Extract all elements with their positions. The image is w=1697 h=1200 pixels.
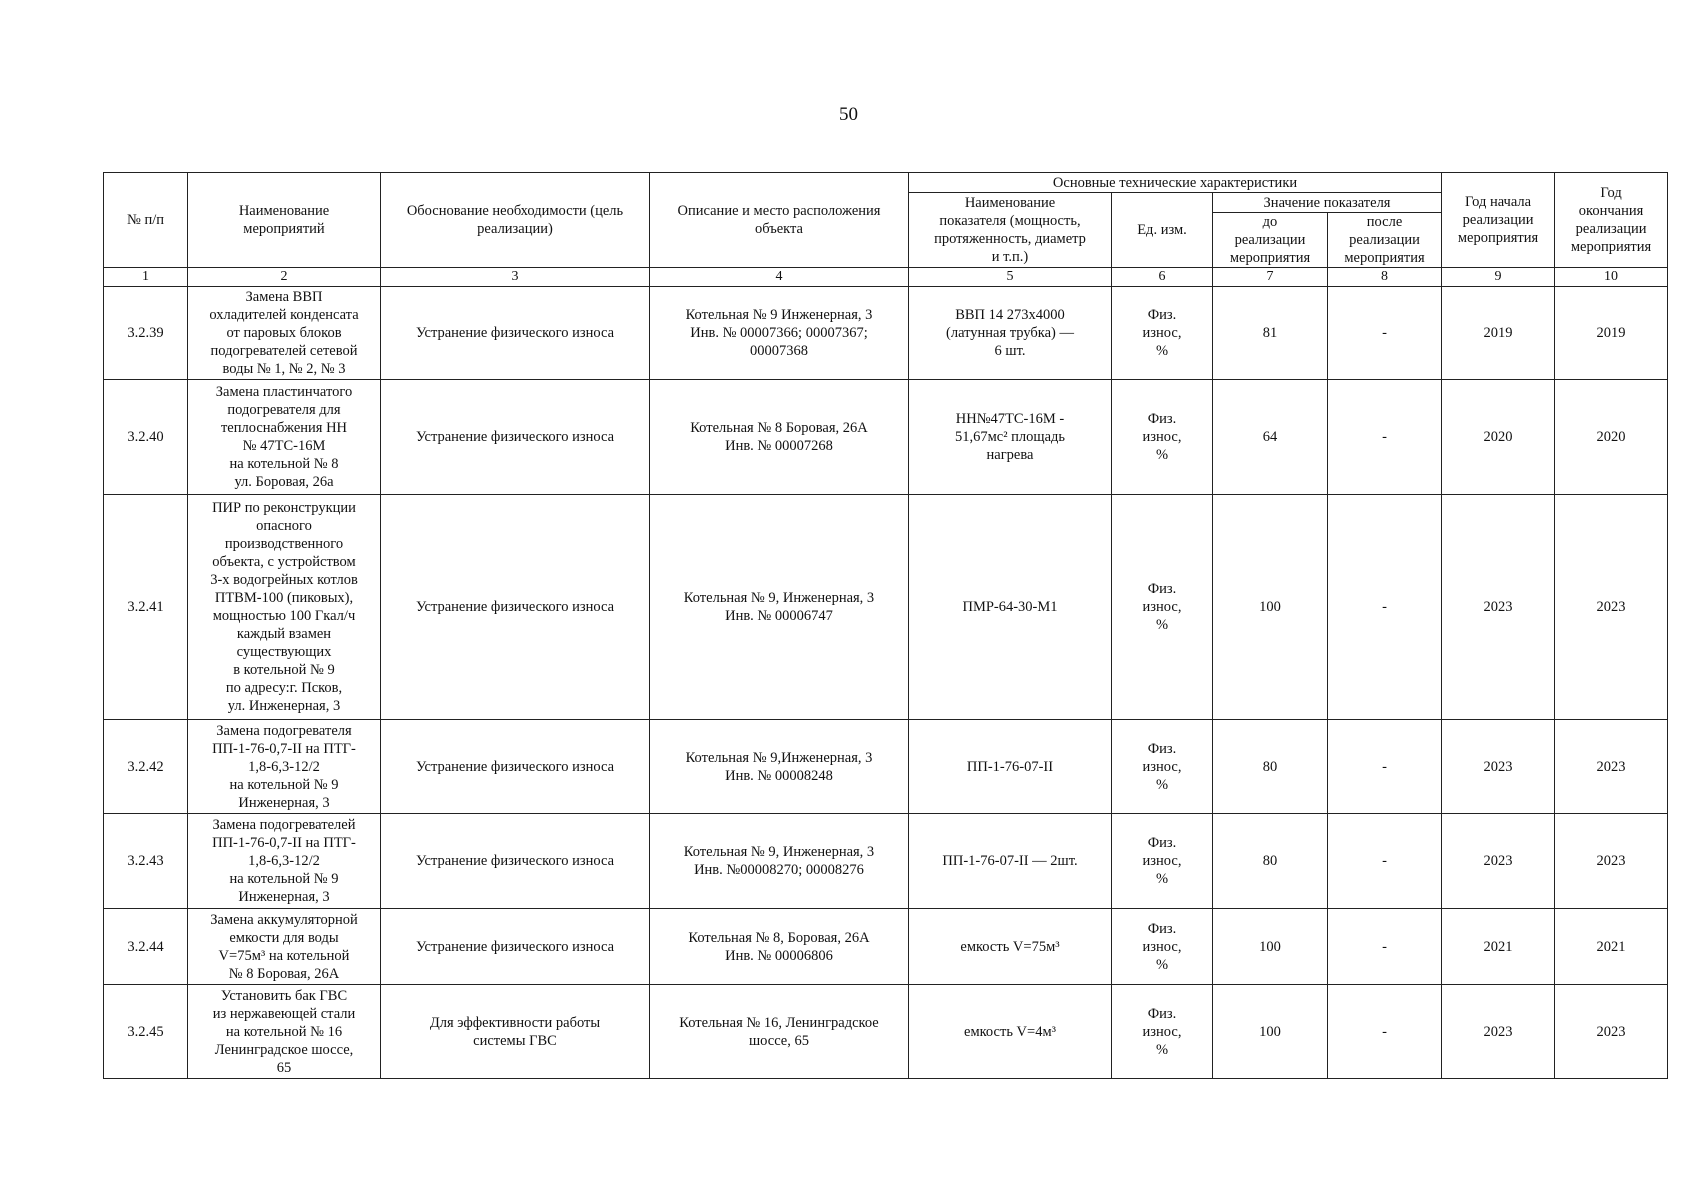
cell-reason: Устранение физического износа (381, 814, 650, 909)
table-row (104, 720, 1668, 814)
header-unit: Ед. изм. (1112, 193, 1213, 268)
cell-year-end: 2019 (1555, 287, 1668, 380)
cell-name: Замена пластинчатого подогревателя для теплоснабжения НН № 47ТС-16М на котельной № 8 ул. Боровая, 26а (188, 380, 381, 495)
cell-indicator: ПМР-64-30-М1 (909, 495, 1112, 720)
cell-after: - (1328, 985, 1442, 1079)
cell-year-start: 2021 (1442, 909, 1555, 985)
cell-year-end: 2023 (1555, 495, 1668, 720)
cell-before: 100 (1213, 495, 1328, 720)
cell-before: 81 (1213, 287, 1328, 380)
cell-year-start: 2023 (1442, 814, 1555, 909)
cell-indicator: ПП-1-76-07-II (909, 720, 1112, 814)
cell-reason: Для эффективности работы системы ГВС (381, 985, 650, 1079)
cell-unit: Физ. износ, % (1112, 495, 1213, 720)
cell-reason: Устранение физического износа (381, 720, 650, 814)
cell-year-end: 2023 (1555, 985, 1668, 1079)
header-tech-group: Основные технические характеристики (909, 173, 1442, 193)
table-row (104, 495, 1668, 720)
cell-indicator: ВВП 14 273х4000 (латунная трубка) — 6 шт. (909, 287, 1112, 380)
cell-description: Котельная № 8, Боровая, 26А Инв. № 00006806 (650, 909, 909, 985)
measures-table (103, 172, 1668, 1079)
cell-reason: Устранение физического износа (381, 909, 650, 985)
cell-unit: Физ. износ, % (1112, 909, 1213, 985)
cell-name: ПИР по реконструкции опасного производственного объекта, с устройством 3-х водогрейных котлов ПТВМ-100 (пиковых), мощностью 100 Гкал/ч каждый взамен существующих в котельной № 9 по адресу:г. Псков, ул. Инженерная, 3 (188, 495, 381, 720)
cell-indicator: ПП-1-76-07-II — 2шт. (909, 814, 1112, 909)
cell-description: Котельная № 9, Инженерная, 3 Инв. № 00006747 (650, 495, 909, 720)
table-row (104, 985, 1668, 1079)
header-num: № п/п (104, 173, 188, 268)
table-row (104, 909, 1668, 985)
cell-after: - (1328, 814, 1442, 909)
cell-reason: Устранение физического износа (381, 287, 650, 380)
header-description: Описание и место расположения объекта (650, 173, 909, 268)
cell-indicator: НН№47ТС-16М - 51,67мс² площадь нагрева (909, 380, 1112, 495)
cell-description: Котельная № 9, Инженерная, 3 Инв. №00008270; 00008276 (650, 814, 909, 909)
cell-description: Котельная № 9 Инженерная, 3 Инв. № 00007366; 00007367; 00007368 (650, 287, 909, 380)
header-after: после реализации мероприятия (1328, 213, 1442, 268)
cell-reason: Устранение физического износа (381, 495, 650, 720)
table-row (104, 814, 1668, 909)
cell-year-end: 2023 (1555, 720, 1668, 814)
header-value-group: Значение показателя (1213, 193, 1442, 213)
cell-year-start: 2023 (1442, 985, 1555, 1079)
cell-year-end: 2020 (1555, 380, 1668, 495)
cell-name: Замена подогревателей ПП-1-76-0,7-II на ПТГ- 1,8-6,3-12/2 на котельной № 9 Инженерная, 3 (188, 814, 381, 909)
column-numbers-row (104, 268, 1668, 287)
cell-num: 3.2.42 (104, 720, 188, 814)
cell-unit: Физ. износ, % (1112, 985, 1213, 1079)
column-number: 4 (650, 268, 909, 287)
cell-name: Замена подогревателя ПП-1-76-0,7-II на ПТГ- 1,8-6,3-12/2 на котельной № 9 Инженерная, 3 (188, 720, 381, 814)
cell-unit: Физ. износ, % (1112, 814, 1213, 909)
column-number: 9 (1442, 268, 1555, 287)
cell-year-end: 2023 (1555, 814, 1668, 909)
cell-name: Установить бак ГВС из нержавеющей стали на котельной № 16 Ленинградское шоссе, 65 (188, 985, 381, 1079)
header-reason: Обоснование необходимости (цель реализации) (381, 173, 650, 268)
cell-after: - (1328, 909, 1442, 985)
cell-after: - (1328, 380, 1442, 495)
cell-year-start: 2019 (1442, 287, 1555, 380)
cell-before: 100 (1213, 985, 1328, 1079)
cell-num: 3.2.39 (104, 287, 188, 380)
cell-description: Котельная № 9,Инженерная, 3 Инв. № 00008248 (650, 720, 909, 814)
table-row (104, 380, 1668, 495)
cell-num: 3.2.44 (104, 909, 188, 985)
column-number: 6 (1112, 268, 1213, 287)
cell-year-end: 2021 (1555, 909, 1668, 985)
column-number: 3 (381, 268, 650, 287)
header-before: до реализации мероприятия (1213, 213, 1328, 268)
cell-name: Замена ВВП охладителей конденсата от паровых блоков подогревателей сетевой воды № 1, № 2, № 3 (188, 287, 381, 380)
column-number: 1 (104, 268, 188, 287)
cell-reason: Устранение физического износа (381, 380, 650, 495)
cell-after: - (1328, 720, 1442, 814)
header-year-end: Год окончания реализации мероприятия (1555, 173, 1668, 268)
page-number: 50 (839, 104, 858, 125)
header-indicator-name: Наименование показателя (мощность, протяженность, диаметр и т.п.) (909, 193, 1112, 268)
cell-name: Замена аккумуляторной емкости для воды V=75м³ на котельной № 8 Боровая, 26А (188, 909, 381, 985)
cell-unit: Физ. износ, % (1112, 380, 1213, 495)
cell-num: 3.2.45 (104, 985, 188, 1079)
cell-year-start: 2023 (1442, 720, 1555, 814)
table-row (104, 287, 1668, 380)
column-number: 8 (1328, 268, 1442, 287)
cell-year-start: 2020 (1442, 380, 1555, 495)
column-number: 5 (909, 268, 1112, 287)
cell-description: Котельная № 8 Боровая, 26А Инв. № 00007268 (650, 380, 909, 495)
cell-num: 3.2.40 (104, 380, 188, 495)
cell-description: Котельная № 16, Ленинградское шоссе, 65 (650, 985, 909, 1079)
cell-before: 80 (1213, 720, 1328, 814)
cell-num: 3.2.41 (104, 495, 188, 720)
cell-before: 80 (1213, 814, 1328, 909)
header-year-start: Год начала реализации мероприятия (1442, 173, 1555, 268)
cell-indicator: емкость V=75м³ (909, 909, 1112, 985)
cell-after: - (1328, 495, 1442, 720)
column-number: 7 (1213, 268, 1328, 287)
cell-before: 100 (1213, 909, 1328, 985)
cell-year-start: 2023 (1442, 495, 1555, 720)
cell-num: 3.2.43 (104, 814, 188, 909)
cell-before: 64 (1213, 380, 1328, 495)
header-name: Наименование мероприятий (188, 173, 381, 268)
column-number: 2 (188, 268, 381, 287)
header-row-1 (104, 173, 1668, 193)
column-number: 10 (1555, 268, 1668, 287)
cell-after: - (1328, 287, 1442, 380)
cell-unit: Физ. износ, % (1112, 720, 1213, 814)
cell-unit: Физ. износ, % (1112, 287, 1213, 380)
cell-indicator: емкость V=4м³ (909, 985, 1112, 1079)
